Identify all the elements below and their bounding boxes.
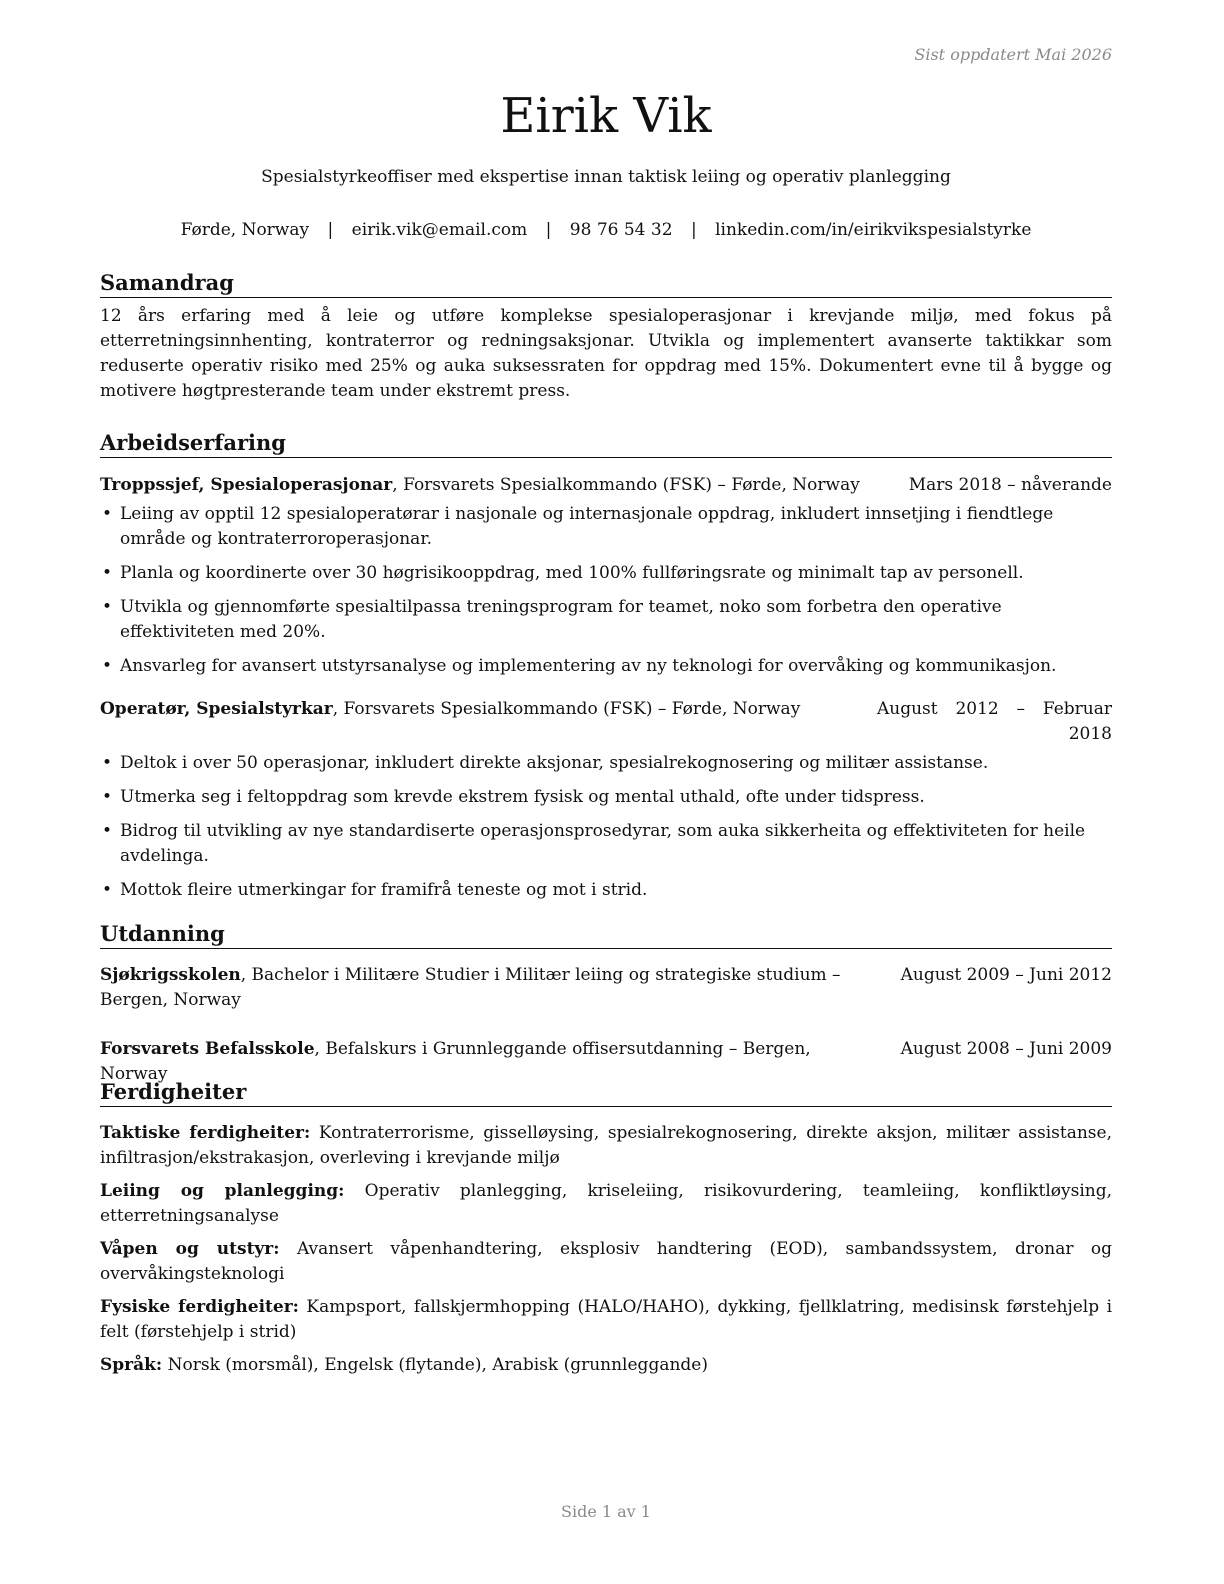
bullet-dot: • (102, 656, 113, 677)
skill-label: Leiing og planlegging: (100, 1181, 345, 1202)
summary-section (100, 270, 1112, 404)
section-title: Utdanning (100, 921, 1112, 949)
contact-linkedin[interactable]: linkedin.com/in/eirikvikspesialstyrke (715, 220, 1032, 240)
skill-text: Kontraterrorisme, gisselløysing, spesialrekognosering, direkte aksjon, militær assistanse, infiltrasjon/ekstrakasjon, overleving i krevjande miljø (100, 1123, 1112, 1169)
bullet-dot: • (102, 787, 113, 808)
bullet-text: Utvikla og gjennomførte spesialtilpassa treningsprogram for teamet, noko som forbetra den operative effektiviteten med 20%. (120, 597, 1002, 643)
contact-line (100, 220, 1112, 240)
page-number: Side 1 av 1 (561, 1502, 651, 1521)
skill-item (100, 1295, 1112, 1345)
list-item (100, 785, 1112, 810)
contact-separator: | (327, 220, 334, 240)
education-detail: , Befalskurs i Grunnleggande offisersutdanning – Bergen, Norway (100, 1039, 811, 1085)
skill-text: Kampsport, fallskjermhopping (HALO/HAHO), dykking, fjellklatring, medisinsk førstehjelp i felt (førstehjelp i strid) (100, 1297, 1113, 1343)
bullet-text: Mottok fleire utmerkingar for framifrå teneste og mot i strid. (120, 880, 648, 901)
education-line (100, 963, 883, 1013)
contact-location: Førde, Norway (180, 220, 310, 240)
skill-label: Taktiske ferdigheiter: (100, 1123, 311, 1144)
skill-label: Fysiske ferdigheiter: (100, 1297, 299, 1318)
list-item (100, 561, 1112, 586)
skill-text: Avansert våpenhandtering, eksplosiv handtering (EOD), sambandssystem, dronar og overvåkingsteknologi (100, 1239, 1112, 1285)
job-header (100, 473, 1112, 498)
contact-separator: | (545, 220, 552, 240)
job-org: , Forsvarets Spesialkommando (FSK) – Førde, Norway (392, 475, 860, 496)
job-header (100, 697, 1112, 747)
list-item (100, 595, 1112, 645)
list-item (100, 878, 1112, 903)
education-detail: , Bachelor i Militære Studier i Militær leiing og strategiske studium – Bergen, Norway (100, 965, 841, 1011)
skill-label: Våpen og utstyr: (100, 1239, 280, 1260)
bullet-dot: • (102, 563, 113, 584)
bullet-dot: • (102, 597, 113, 618)
bullet-text: Bidrog til utvikling av nye standardiserte operasjonsprosedyrar, som auka sikkerheita og effektiviteten for heile avdelinga. (120, 821, 1086, 867)
education-dates: August 2009 – Juni 2012 (900, 965, 1112, 986)
bullet-text: Deltok i over 50 operasjonar, inkludert direkte aksjonar, spesialrekognosering og militær assistanse. (120, 753, 989, 774)
bullet-dot: • (102, 821, 113, 842)
list-item (100, 502, 1112, 552)
bullet-text: Utmerka seg i feltoppdrag som krevde ekstrem fysisk og mental uthald, ofte under tidspress. (120, 787, 925, 808)
skill-text: Norsk (morsmål), Engelsk (flytande), Arabisk (grunnleggande) (162, 1355, 708, 1376)
job-org: , Forsvarets Spesialkommando (FSK) – Førde, Norway (332, 699, 801, 720)
education-item (100, 963, 1112, 1013)
job-dates: August 2012 – Februar 2018 (877, 699, 1112, 745)
candidate-name: Eirik Vik (500, 88, 712, 144)
job-dates: Mars 2018 – nåverande (908, 475, 1112, 496)
bullet-dot: • (102, 880, 113, 901)
skill-item (100, 1353, 1112, 1378)
job-title-line (100, 473, 889, 498)
bullet-text: Leiing av opptil 12 spesialoperatørar i nasjonale og internasjonale oppdrag, inkludert innsetjing i fiendtlege område og kontraterroroperasjonar. (120, 504, 1054, 550)
job-bullets (100, 502, 1112, 679)
list-item (100, 654, 1112, 679)
contact-separator: | (690, 220, 697, 240)
experience-section (100, 430, 1112, 912)
last-updated: Sist oppdatert Mai 2026 (914, 45, 1112, 64)
skill-item (100, 1121, 1112, 1171)
list-item (100, 819, 1112, 869)
section-title: Ferdigheiter (100, 1079, 1112, 1107)
bullet-text: Ansvarleg for avansert utstyrsanalyse og implementering av ny teknologi for overvåking og kommunikasjon. (120, 656, 1057, 677)
section-title: Samandrag (100, 270, 1112, 298)
job-role: Troppssjef, Spesialoperasjonar (100, 475, 393, 496)
section-title: Arbeidserfaring (100, 430, 1112, 458)
job-role: Operatør, Spesialstyrkar (100, 699, 333, 720)
contact-phone[interactable]: 98 76 54 32 (569, 220, 673, 240)
list-item (100, 751, 1112, 776)
tagline: Spesialstyrkeoffiser med ekspertise innan taktisk leiing og operativ planlegging (261, 167, 951, 187)
education-section (100, 921, 1112, 1087)
bullet-text: Planla og koordinerte over 30 høgrisikooppdrag, med 100% fullføringsrate og minimalt tap av personell. (120, 563, 1024, 584)
job-title-line (100, 697, 857, 722)
education-dates: August 2008 – Juni 2009 (900, 1039, 1112, 1060)
bullet-dot: • (102, 753, 113, 774)
resume-page (100, 0, 1112, 1584)
skills-section (100, 1079, 1112, 1378)
bullet-dot: • (102, 504, 113, 525)
skill-text: Operativ planlegging, kriseleiing, risikovurdering, teamleiing, konfliktløysing, etterretningsanalyse (100, 1181, 1112, 1227)
skill-item (100, 1237, 1112, 1287)
job-bullets (100, 751, 1112, 903)
skill-item (100, 1179, 1112, 1229)
skill-label: Språk: (100, 1355, 163, 1376)
summary-text: 12 års erfaring med å leie og utføre komplekse spesialoperasjonar i krevjande miljø, med fokus på etterretningsinnhenting, kontraterror og redningsaksjonar. Utvikla og implementert avanserte taktikkar som reduserte operativ risiko med 25% og auka suksessraten for oppdrag med 15%. Dokumentert evne til å bygge og motivere høgtpresterande team under ekstremt press. (100, 306, 1112, 402)
education-school: Forsvarets Befalsskole (100, 1039, 315, 1060)
education-school: Sjøkrigsskolen (100, 965, 241, 986)
contact-email[interactable]: eirik.vik@email.com (351, 220, 528, 240)
